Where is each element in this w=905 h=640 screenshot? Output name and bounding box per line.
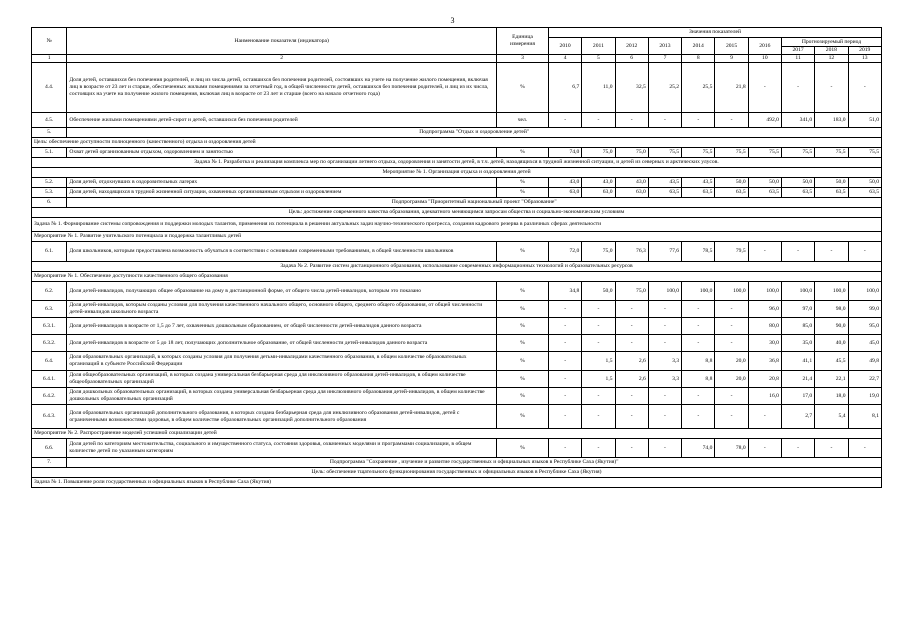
subprogram-title: Подпрограмма "Приоритетный национальный проект "Образование": [67, 198, 882, 208]
indicator-value: 16,0: [748, 388, 781, 405]
indicator-value: 3,3: [648, 371, 681, 388]
indicator-value: -: [682, 335, 715, 352]
goal-task-row: [32, 262, 882, 272]
indicator-value: -: [615, 335, 648, 352]
indicator-value: -: [648, 318, 681, 335]
indicator-value: 100,0: [781, 282, 814, 301]
indicator-value: -: [582, 113, 615, 128]
indicator-value: 100,0: [648, 282, 681, 301]
indicator-value: -: [582, 388, 615, 405]
indicator-number: 6.4.2.: [32, 388, 67, 405]
indicator-value: 22,1: [815, 371, 848, 388]
indicator-row: [32, 188, 882, 198]
indicator-value: 72,0: [548, 242, 581, 262]
indicator-value: 8,8: [682, 371, 715, 388]
indicator-unit: чел.: [496, 113, 548, 128]
goal-task-row: [32, 272, 882, 282]
indicator-number: 6.3.2.: [32, 335, 67, 352]
indicator-value: 8,1: [848, 405, 881, 429]
column-number: 13: [848, 55, 881, 63]
indicator-value: -: [548, 352, 581, 371]
indicator-value: 75,0: [615, 282, 648, 301]
indicator-value: 78,5: [682, 242, 715, 262]
indicator-value: 6,7: [548, 63, 581, 113]
indicator-value: 75,5: [648, 148, 681, 158]
indicator-value: 75,5: [715, 148, 748, 158]
indicator-value: -: [582, 439, 615, 458]
indicator-value: -: [615, 318, 648, 335]
indicator-unit: %: [496, 405, 548, 429]
header-forecast-year: 2018: [815, 47, 848, 55]
goal-task-row: [32, 468, 882, 478]
subprogram-title: Подпрограмма "Сохранение , изучение и развитие государственных и официальных языков в Республике Саха (Якутия)": [67, 458, 882, 468]
indicator-value: 50,0: [815, 178, 848, 188]
indicator-value: 75,5: [815, 148, 848, 158]
indicator-value: 85,0: [781, 318, 814, 335]
column-number: 9: [715, 55, 748, 63]
indicator-value: 75,0: [615, 148, 648, 158]
goal-task-text: Цель: обеспечение тщательного функционирования государственных и официальных языков в Республике Саха (Якутия): [32, 468, 882, 478]
indicator-value: 25,2: [648, 63, 681, 113]
header-forecast: Прогнозируемый период: [781, 38, 881, 47]
indicator-value: -: [848, 439, 881, 458]
indicator-value: -: [548, 439, 581, 458]
indicator-value: -: [648, 113, 681, 128]
indicator-value: -: [781, 63, 814, 113]
goal-task-text: Задача № 1. Формирование системы сопровождения и поддержки молодых талантов, применения их потенциала в решении актуальных задач научно-технического прогресса, создания кадрового резерва в различных сферах деятельности: [32, 218, 882, 232]
indicator-value: 63,5: [848, 188, 881, 198]
indicator-value: 63,5: [715, 188, 748, 198]
indicator-value: 43,5: [648, 178, 681, 188]
indicator-value: -: [615, 113, 648, 128]
indicator-value: 36,8: [748, 352, 781, 371]
indicator-value: 341,0: [781, 113, 814, 128]
goal-task-text: Мероприятие № 1. Развитие учительского потенциала и поддержка талантливых детей: [32, 232, 882, 242]
indicator-value: -: [615, 405, 648, 429]
indicator-value: 17,0: [781, 388, 814, 405]
header-num: №: [32, 28, 67, 55]
indicator-name: Доля дошкольных образовательных организаций, в которых создана универсальная безбарьерная среда для инклюзивного образования детей-инвалидов, в общем количестве дошкольных образовательных организаций: [67, 388, 497, 405]
indicator-value: 90,0: [815, 318, 848, 335]
indicator-value: 63,5: [781, 188, 814, 198]
column-number: 8: [682, 55, 715, 63]
indicator-name: Доля детей-инвалидов в возрасте от 5 до 18 лет, получающих дополнительное образование, от общей численности детей-инвалидов данного возраста: [67, 335, 497, 352]
indicator-value: -: [781, 439, 814, 458]
indicator-value: 34,8: [548, 282, 581, 301]
indicator-value: 63,5: [815, 188, 848, 198]
indicator-value: 63,0: [548, 188, 581, 198]
indicator-value: -: [715, 405, 748, 429]
indicator-row: [32, 318, 882, 335]
indicator-value: -: [548, 335, 581, 352]
indicator-unit: %: [496, 318, 548, 335]
indicator-value: 50,0: [848, 178, 881, 188]
indicator-value: 97,0: [781, 301, 814, 318]
indicator-value: -: [715, 318, 748, 335]
indicator-value: 63,0: [615, 188, 648, 198]
header-forecast-year: 2017: [781, 47, 814, 55]
indicator-value: 98,0: [815, 301, 848, 318]
goal-task-text: Задача № 2. Развитие систем дистанционного образования, использование современных информационных технологий и образовательных ресурсов: [32, 262, 882, 272]
indicator-unit: %: [496, 301, 548, 318]
indicator-value: 75,5: [682, 148, 715, 158]
indicator-row: [32, 301, 882, 318]
goal-task-text: Цель: обеспечение доступности полноценного (качественного) отдыха и оздоровления детей: [32, 138, 882, 148]
indicator-row: [32, 113, 882, 128]
indicator-value: -: [548, 318, 581, 335]
indicator-unit: %: [496, 148, 548, 158]
indicator-value: 51,0: [848, 113, 881, 128]
indicator-value: 95,0: [848, 318, 881, 335]
indicator-value: 1,5: [582, 371, 615, 388]
indicator-value: 40,0: [815, 335, 848, 352]
indicator-row: [32, 242, 882, 262]
header-year: 2010: [548, 38, 581, 55]
indicator-value: 20,0: [715, 352, 748, 371]
goal-task-text: Мероприятие № 1. Обеспечение доступности качественного общего образования: [32, 272, 882, 282]
indicator-number: 6.4.: [32, 352, 67, 371]
goal-task-row: [32, 218, 882, 232]
indicator-row: [32, 63, 882, 113]
indicator-name: Доля детей-инвалидов, получающих общее образование на дому в дистанционной форме, от общего числа детей-инвалидов, которым это показано: [67, 282, 497, 301]
indicator-name: Доля детей-инвалидов, которым созданы условия для получения качественного начального общего, основного общего, среднего общего образования, от общей численности детей-инвалидов школьного возраста: [67, 301, 497, 318]
indicator-value: 75,0: [582, 242, 615, 262]
indicator-value: -: [781, 242, 814, 262]
goal-task-row: [32, 168, 882, 178]
indicator-value: -: [582, 405, 615, 429]
indicator-number: 6.3.: [32, 301, 67, 318]
column-number: 1: [32, 55, 67, 63]
indicator-unit: %: [496, 439, 548, 458]
indicator-row: [32, 439, 882, 458]
indicator-value: 75,5: [748, 148, 781, 158]
header-year: 2015: [715, 38, 748, 55]
indicator-name: Доля школьников, которым предоставлена возможность обучаться в соответствии с основными современными требованиями, в общей численности школьников: [67, 242, 497, 262]
indicator-value: 50,0: [582, 282, 615, 301]
indicator-number: 6.4.3.: [32, 405, 67, 429]
indicator-row: [32, 371, 882, 388]
indicator-value: 45,0: [848, 335, 881, 352]
goal-task-row: [32, 429, 882, 439]
indicator-value: -: [582, 301, 615, 318]
indicator-name: Доля детей, находящихся в трудной жизненной ситуации, охваченных организованным отдыхом и оздоровлением: [67, 188, 497, 198]
indicator-name: Доля детей, отдохнувших в оздоровительных лагерях: [67, 178, 497, 188]
indicator-name: Доля детей-инвалидов в возрасте от 1,5 до 7 лет, охваченных дошкольным образованием, от общей численности детей-инвалидов данного возраста: [67, 318, 497, 335]
indicators-table: [31, 27, 882, 488]
indicator-value: 20,8: [748, 371, 781, 388]
goal-task-row: [32, 208, 882, 218]
header-name: Наименование показателя (индикатора): [67, 28, 497, 55]
indicator-row: [32, 148, 882, 158]
indicator-name: Охват детей организованным отдыхом, оздоровлением и занятостью: [67, 148, 497, 158]
header-year: 2014: [682, 38, 715, 55]
subprogram-number: 7.: [32, 458, 67, 468]
indicator-row: [32, 405, 882, 429]
indicator-value: 35,0: [781, 335, 814, 352]
column-number: 5: [582, 55, 615, 63]
header-year: 2011: [582, 38, 615, 55]
column-number: 4: [548, 55, 581, 63]
indicator-value: 20,0: [715, 371, 748, 388]
indicator-value: -: [715, 335, 748, 352]
indicator-value: 63,5: [748, 188, 781, 198]
indicator-value: 32,5: [615, 63, 648, 113]
indicator-value: 50,0: [781, 178, 814, 188]
indicator-value: 100,0: [715, 282, 748, 301]
indicator-value: 183,0: [815, 113, 848, 128]
indicator-value: -: [748, 439, 781, 458]
indicator-number: 6.4.1.: [32, 371, 67, 388]
indicator-value: 18,0: [815, 388, 848, 405]
indicator-value: 45,5: [815, 352, 848, 371]
indicator-name: Доля образовательных организаций, в которых созданы условия для получения детьми-инвалидами качественного образования, в общем количестве образовательных организаций в субъекте Российской Федерации: [67, 352, 497, 371]
header-forecast-year: 2019: [848, 47, 881, 55]
indicator-value: 75,5: [848, 148, 881, 158]
indicator-value: 74,0: [548, 148, 581, 158]
indicator-number: 4.5.: [32, 113, 67, 128]
indicator-value: 63,5: [648, 188, 681, 198]
goal-task-text: Задача № 1. Разработка и реализация комплекса мер по организации летнего отдыха, оздоровления и занятости детей, в т.ч. детей, находящихся в трудной жизненной ситуации, и детей из северных и арктических улусов.: [32, 158, 882, 168]
subprogram-row: [32, 128, 882, 138]
indicator-number: 6.6.: [32, 439, 67, 458]
indicator-number: 5.1.: [32, 148, 67, 158]
column-number: 2: [67, 55, 497, 63]
indicator-value: 22,7: [848, 371, 881, 388]
indicator-value: -: [548, 113, 581, 128]
indicator-value: 50,0: [748, 178, 781, 188]
indicator-value: 43,0: [582, 178, 615, 188]
indicator-value: 3,3: [648, 352, 681, 371]
indicator-value: -: [815, 439, 848, 458]
indicator-value: 21,8: [715, 63, 748, 113]
indicator-value: 2,7: [781, 405, 814, 429]
indicator-value: 1,5: [582, 352, 615, 371]
indicator-row: [32, 352, 882, 371]
subprogram-row: [32, 198, 882, 208]
indicator-name: Обеспечение жилыми помещениями детей-сирот и детей, оставшихся без попечения родителей: [67, 113, 497, 128]
column-number: 11: [781, 55, 814, 63]
indicator-value: -: [648, 301, 681, 318]
indicator-number: 6.1.: [32, 242, 67, 262]
goal-task-text: Мероприятие № 1. Организация отдыха и оздоровления детей: [32, 168, 882, 178]
indicator-value: 19,0: [848, 388, 881, 405]
goal-task-row: [32, 138, 882, 148]
goal-task-row: [32, 158, 882, 168]
indicator-value: 100,0: [748, 282, 781, 301]
indicator-value: -: [715, 301, 748, 318]
indicator-value: -: [815, 63, 848, 113]
indicator-value: 74,0: [682, 439, 715, 458]
indicator-value: -: [815, 242, 848, 262]
indicator-value: 2,6: [615, 371, 648, 388]
indicator-value: 79,5: [715, 242, 748, 262]
indicator-value: -: [748, 63, 781, 113]
indicator-value: -: [648, 335, 681, 352]
indicator-unit: %: [496, 242, 548, 262]
indicator-number: 6.3.1.: [32, 318, 67, 335]
indicator-value: -: [548, 405, 581, 429]
subprogram-number: 5.: [32, 128, 67, 138]
column-number: 6: [615, 55, 648, 63]
column-number: 7: [648, 55, 681, 63]
indicator-value: 25,5: [682, 63, 715, 113]
indicator-name: Доля детей по категориям местожительства, социального и имущественного статуса, состояния здоровья, охваченных моделями и программами социализации, в общем количестве детей по указанным категориям: [67, 439, 497, 458]
indicator-value: 99,0: [848, 301, 881, 318]
indicator-value: 49,8: [848, 352, 881, 371]
column-number: 3: [496, 55, 548, 63]
indicator-row: [32, 178, 882, 188]
indicator-value: 5,4: [815, 405, 848, 429]
indicator-value: 2,6: [615, 352, 648, 371]
indicator-name: Доля образовательных организаций дополнительного образования, в которых создана безбарьерная среда для инклюзивного образования детей-инвалидов, детей с ограниченными возможностями здоровья, в общем количестве образовательных организаций дополнительного образования: [67, 405, 497, 429]
indicator-row: [32, 388, 882, 405]
indicator-value: -: [615, 301, 648, 318]
goal-task-text: Цель: достижение современного качества образования, адекватного меняющимся запросам общества и социально-экономическим условиям: [32, 208, 882, 218]
goal-task-text: Задача № 1. Повышение роли государственных и официальных языков в Республике Саха (Якутия): [32, 478, 882, 488]
indicator-value: 100,0: [815, 282, 848, 301]
indicator-name: Доля детей, оставшихся без попечения родителей, и лиц из числа детей, оставшихся без попечения родителей, состоявших на учете на получение жилого помещения, включая лиц в возрасте от 23 лет и старше, обеспеченных жилыми помещениями за отчетный год, в общей численности детей, оставшихся без попечения родителей, и лиц из их числа, состоящих на учете на получение жилого помещения, включая лиц в возрасте от 23 лет и старше (всего на начало отчетного года): [67, 63, 497, 113]
indicator-value: 43,5: [682, 178, 715, 188]
indicator-unit: %: [496, 188, 548, 198]
indicator-value: 11,0: [582, 63, 615, 113]
indicator-unit: %: [496, 388, 548, 405]
indicator-value: 43,0: [615, 178, 648, 188]
indicator-value: -: [582, 318, 615, 335]
goal-task-row: [32, 232, 882, 242]
indicator-unit: %: [496, 63, 548, 113]
indicator-value: -: [848, 63, 881, 113]
indicator-value: -: [682, 318, 715, 335]
indicator-number: 5.3.: [32, 188, 67, 198]
indicator-value: 30,0: [748, 335, 781, 352]
goal-task-row: [32, 478, 882, 488]
indicator-value: -: [548, 388, 581, 405]
indicator-value: 78,0: [715, 439, 748, 458]
indicator-value: 75,5: [781, 148, 814, 158]
indicator-value: -: [715, 388, 748, 405]
indicator-value: 80,0: [748, 318, 781, 335]
indicator-value: 76,3: [615, 242, 648, 262]
subprogram-row: [32, 458, 882, 468]
indicator-value: -: [548, 371, 581, 388]
header-year: 2013: [648, 38, 681, 55]
indicator-value: -: [648, 439, 681, 458]
indicator-value: -: [648, 405, 681, 429]
indicator-value: 21,4: [781, 371, 814, 388]
indicator-unit: %: [496, 371, 548, 388]
indicator-value: 77,6: [648, 242, 681, 262]
header-year: 2012: [615, 38, 648, 55]
indicator-row: [32, 335, 882, 352]
indicator-value: 75,0: [582, 148, 615, 158]
indicator-value: 50,0: [715, 178, 748, 188]
indicator-value: 100,0: [848, 282, 881, 301]
indicator-unit: %: [496, 178, 548, 188]
indicator-value: -: [748, 242, 781, 262]
indicator-unit: %: [496, 352, 548, 371]
indicator-value: 41,1: [781, 352, 814, 371]
indicator-value: -: [748, 405, 781, 429]
column-numbers-row: [32, 55, 882, 63]
indicator-value: -: [615, 388, 648, 405]
indicator-row: [32, 282, 882, 301]
subprogram-title: Подпрограмма "Отдых и оздоровление детей": [67, 128, 882, 138]
header-unit: Единица измерения: [496, 28, 548, 55]
indicator-value: 43,0: [548, 178, 581, 188]
indicator-value: 63,0: [582, 188, 615, 198]
indicator-number: 5.2.: [32, 178, 67, 188]
column-number: 12: [815, 55, 848, 63]
header-values: Значения показателей: [548, 28, 881, 38]
indicator-value: -: [848, 242, 881, 262]
indicator-value: -: [615, 439, 648, 458]
indicator-number: 4.4.: [32, 63, 67, 113]
header-year: 2016: [748, 38, 781, 55]
indicator-value: -: [682, 388, 715, 405]
column-number: 10: [748, 55, 781, 63]
subprogram-number: 6.: [32, 198, 67, 208]
indicator-number: 6.2.: [32, 282, 67, 301]
indicator-value: -: [648, 388, 681, 405]
indicator-unit: %: [496, 335, 548, 352]
indicator-value: 96,0: [748, 301, 781, 318]
page-number: 3: [450, 16, 455, 25]
indicator-value: 492,0: [748, 113, 781, 128]
indicator-value: 8,8: [682, 352, 715, 371]
goal-task-text: Мероприятие № 2. Распространение моделей успешной социализации детей: [32, 429, 882, 439]
indicator-value: -: [682, 113, 715, 128]
indicator-value: -: [682, 405, 715, 429]
indicator-value: -: [548, 301, 581, 318]
indicator-name: Доля общеобразовательных организаций, в которых создана универсальная безбарьерная среда для инклюзивного образования детей-инвалидов, в общем количестве общеобразовательных организаций: [67, 371, 497, 388]
indicator-value: -: [682, 301, 715, 318]
indicator-unit: %: [496, 282, 548, 301]
indicator-value: -: [715, 113, 748, 128]
indicator-value: 63,5: [682, 188, 715, 198]
indicator-value: -: [582, 335, 615, 352]
indicator-value: 100,0: [682, 282, 715, 301]
